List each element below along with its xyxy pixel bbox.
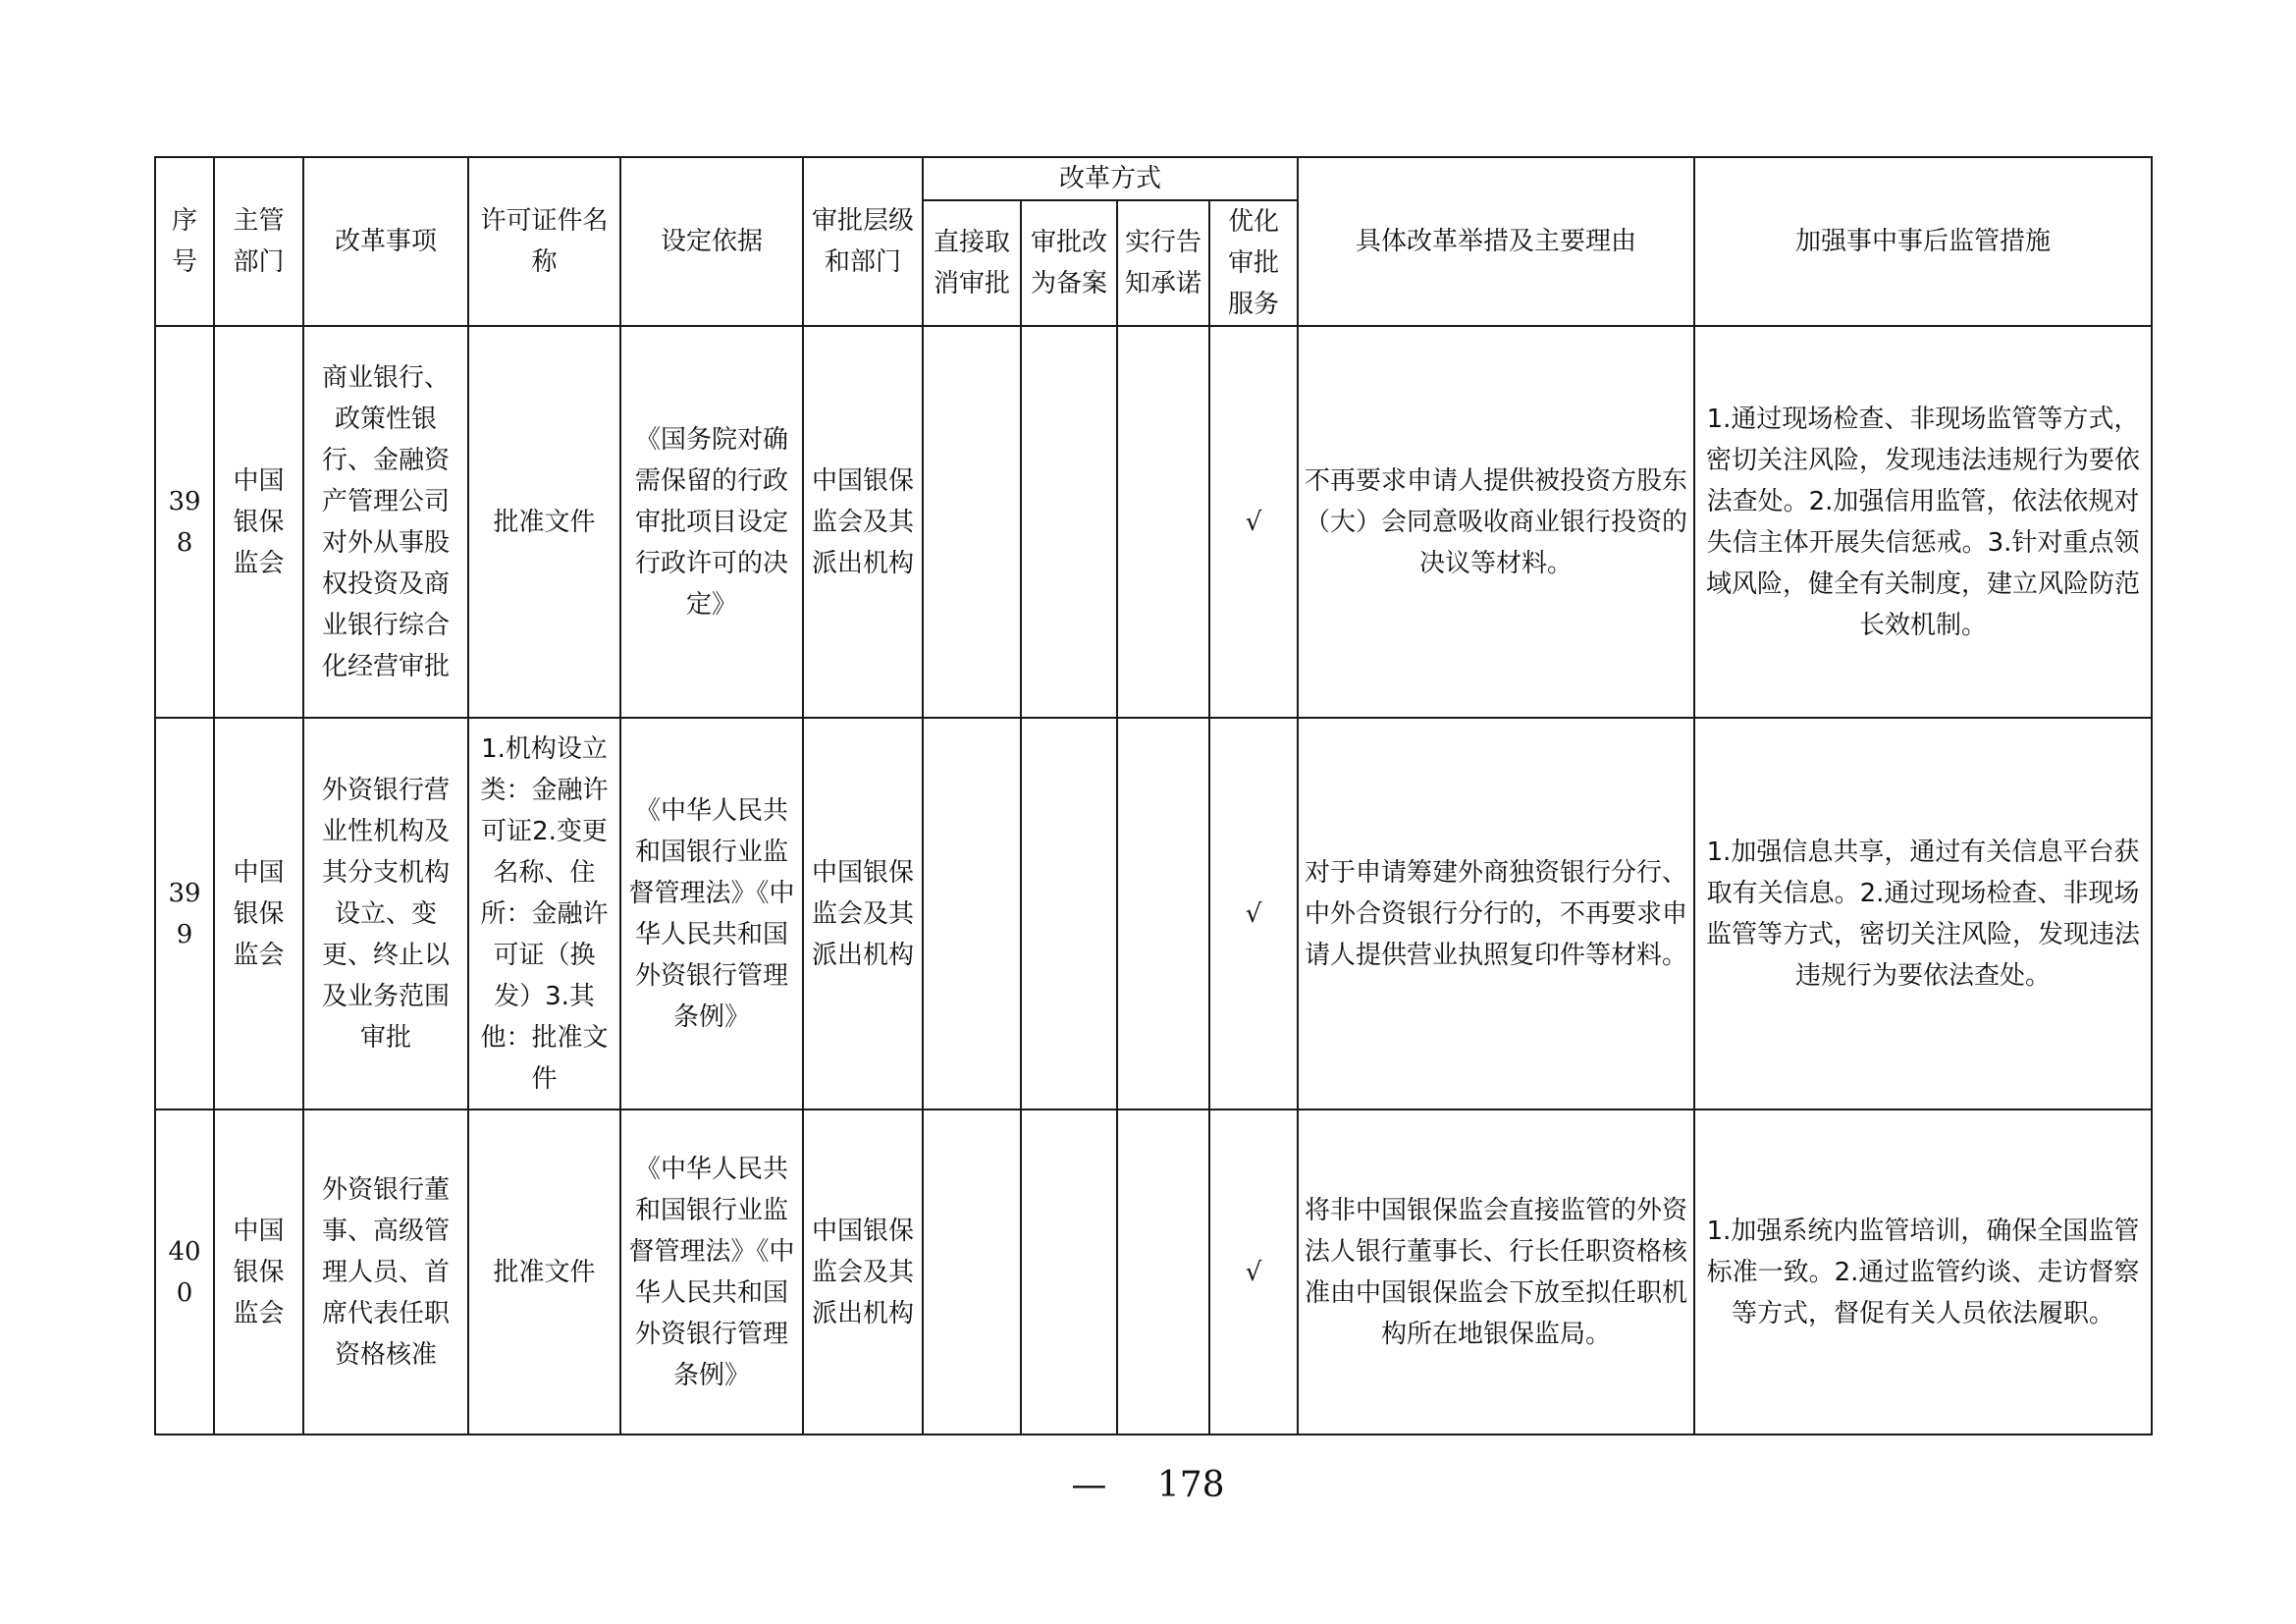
header-item: 改革事项 bbox=[303, 157, 468, 326]
row-supervision: 1.加强信息共享，通过有关信息平台获取有关信息。2.通过现场检查、非现场监管等方式，密切关注风险，发现违法违规行为要依法查处。 bbox=[1694, 718, 2152, 1110]
header-method-optimize: 优化审批服务 bbox=[1209, 200, 1298, 326]
row-promise bbox=[1117, 326, 1209, 718]
row-cancel bbox=[923, 1110, 1021, 1435]
row-dept: 中国银保监会 bbox=[214, 1110, 303, 1435]
header-method-promise: 实行告知承诺 bbox=[1117, 200, 1209, 326]
row-basis: 《中华人民共和国银行业监督管理法》《中华人民共和国外资银行管理条例》 bbox=[620, 718, 803, 1110]
row-license: 批准文件 bbox=[468, 1110, 620, 1435]
row-promise bbox=[1117, 1110, 1209, 1435]
header-method: 改革方式 bbox=[923, 157, 1298, 200]
row-filing bbox=[1021, 326, 1117, 718]
row-seq: 399 bbox=[155, 718, 214, 1110]
row-measures: 对于申请筹建外商独资银行分行、中外合资银行分行的，不再要求申请人提供营业执照复印件等材料。 bbox=[1298, 718, 1694, 1110]
row-basis: 《中华人民共和国银行业监督管理法》《中华人民共和国外资银行管理条例》 bbox=[620, 1110, 803, 1435]
row-measures: 不再要求申请人提供被投资方股东（大）会同意吸收商业银行投资的决议等材料。 bbox=[1298, 326, 1694, 718]
header-supervision: 加强事中事后监管措施 bbox=[1694, 157, 2152, 326]
page-number: 178 bbox=[1156, 1465, 1225, 1505]
row-item: 商业银行、政策性银行、金融资产管理公司对外从事股权投资及商业银行综合化经营审批 bbox=[303, 326, 468, 718]
header-license: 许可证件名称 bbox=[468, 157, 620, 326]
row-seq: 400 bbox=[155, 1110, 214, 1435]
row-filing bbox=[1021, 1110, 1117, 1435]
row-optimize-check: √ bbox=[1209, 718, 1298, 1110]
row-dept: 中国银保监会 bbox=[214, 326, 303, 718]
row-supervision: 1.加强系统内监管培训，确保全国监管标准一致。2.通过监管约谈、走访督察等方式，督促有关人员依法履职。 bbox=[1694, 1110, 2152, 1435]
row-level: 中国银保监会及其派出机构 bbox=[803, 326, 923, 718]
header-basis: 设定依据 bbox=[620, 157, 803, 326]
row-promise bbox=[1117, 718, 1209, 1110]
row-license: 1.机构设立类：金融许可证2.变更名称、住所：金融许可证（换发）3.其他：批准文件 bbox=[468, 718, 620, 1110]
row-level: 中国银保监会及其派出机构 bbox=[803, 718, 923, 1110]
row-optimize-check: √ bbox=[1209, 1110, 1298, 1435]
row-license: 批准文件 bbox=[468, 326, 620, 718]
header-measures: 具体改革举措及主要理由 bbox=[1298, 157, 1694, 326]
row-level: 中国银保监会及其派出机构 bbox=[803, 1110, 923, 1435]
header-method-filing: 审批改为备案 bbox=[1021, 200, 1117, 326]
table-row bbox=[155, 326, 2152, 718]
row-measures: 将非中国银保监会直接监管的外资法人银行董事长、行长任职资格核准由中国银保监会下放至拟任职机构所在地银保监局。 bbox=[1298, 1110, 1694, 1435]
row-cancel bbox=[923, 718, 1021, 1110]
row-item: 外资银行董事、高级管理人员、首席代表任职资格核准 bbox=[303, 1110, 468, 1435]
page-number-dash: — bbox=[1071, 1465, 1107, 1505]
row-seq: 398 bbox=[155, 326, 214, 718]
header-level: 审批层级和部门 bbox=[803, 157, 923, 326]
table-row bbox=[155, 718, 2152, 1110]
page-footer bbox=[0, 1465, 2296, 1505]
row-supervision: 1.通过现场检查、非现场监管等方式，密切关注风险，发现违法违规行为要依法查处。2.加强信用监管，依法依规对失信主体开展失信惩戒。3.针对重点领域风险，健全有关制度，建立风险防范长效机制。 bbox=[1694, 326, 2152, 718]
row-dept: 中国银保监会 bbox=[214, 718, 303, 1110]
row-item: 外资银行营业性机构及其分支机构设立、变更、终止以及业务范围审批 bbox=[303, 718, 468, 1110]
header-method-cancel: 直接取消审批 bbox=[923, 200, 1021, 326]
header-dept: 主管部门 bbox=[214, 157, 303, 326]
row-filing bbox=[1021, 718, 1117, 1110]
reform-table bbox=[154, 156, 2153, 1435]
row-cancel bbox=[923, 326, 1021, 718]
table-row bbox=[155, 1110, 2152, 1435]
header-seq: 序号 bbox=[155, 157, 214, 326]
row-optimize-check: √ bbox=[1209, 326, 1298, 718]
row-basis: 《国务院对确需保留的行政审批项目设定行政许可的决定》 bbox=[620, 326, 803, 718]
